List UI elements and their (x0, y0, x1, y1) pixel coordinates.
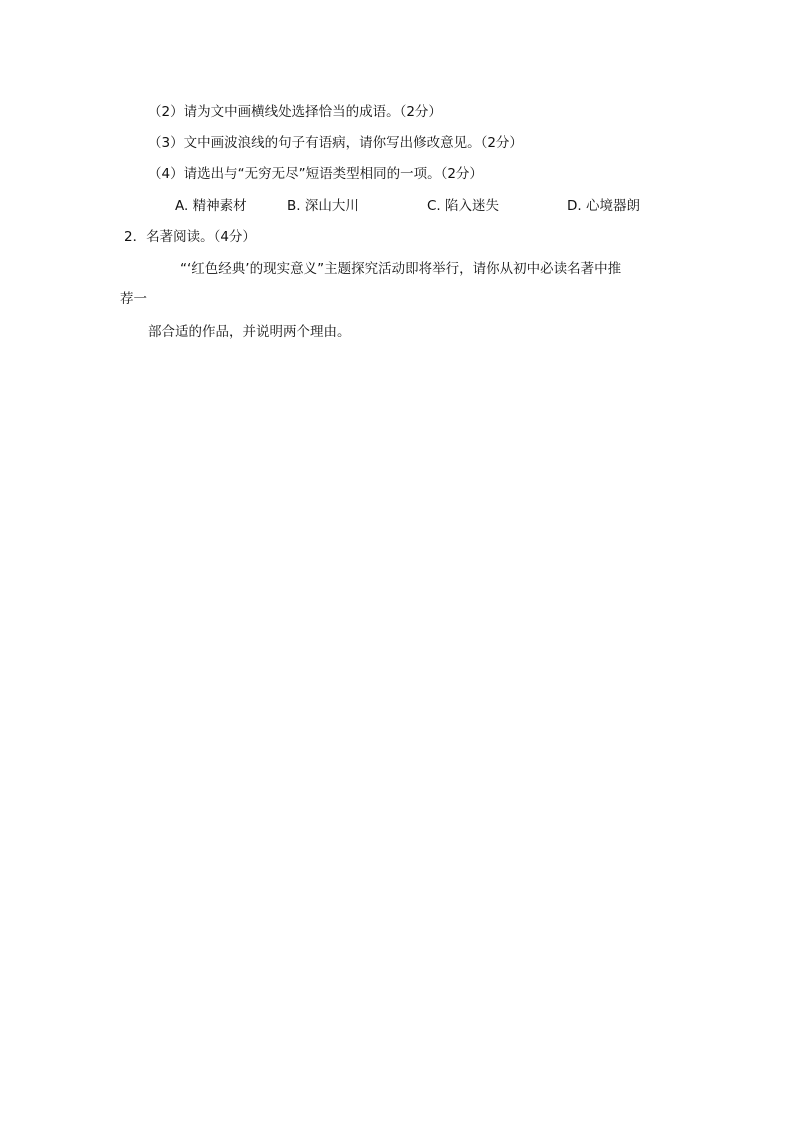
section-2-paragraph-line-2: 荐一 (120, 291, 147, 307)
option-a: A. 精神素材 (175, 198, 247, 214)
section-2-heading: 2．名著阅读。（4分） (124, 229, 256, 245)
section-2-paragraph-line-3: 部合适的作品，并说明两个理由。 (148, 324, 351, 340)
question-4: （4）请选出与“无穷无尽”短语类型相同的一项。（2分） (148, 166, 483, 182)
section-2-paragraph-line-1: “‘红色经典’的现实意义”主题探究活动即将举行，请你从初中必读名著中推 (180, 261, 622, 277)
option-b: B. 深山大川 (287, 198, 359, 214)
question-2: （2）请为文中画横线处选择恰当的成语。（2分） (148, 104, 442, 120)
question-3: （3）文中画波浪线的句子有语病，请你写出修改意见。（2分） (148, 135, 523, 151)
option-d: D. 心境器朗 (567, 198, 640, 214)
option-c: C. 陷入迷失 (427, 198, 500, 214)
